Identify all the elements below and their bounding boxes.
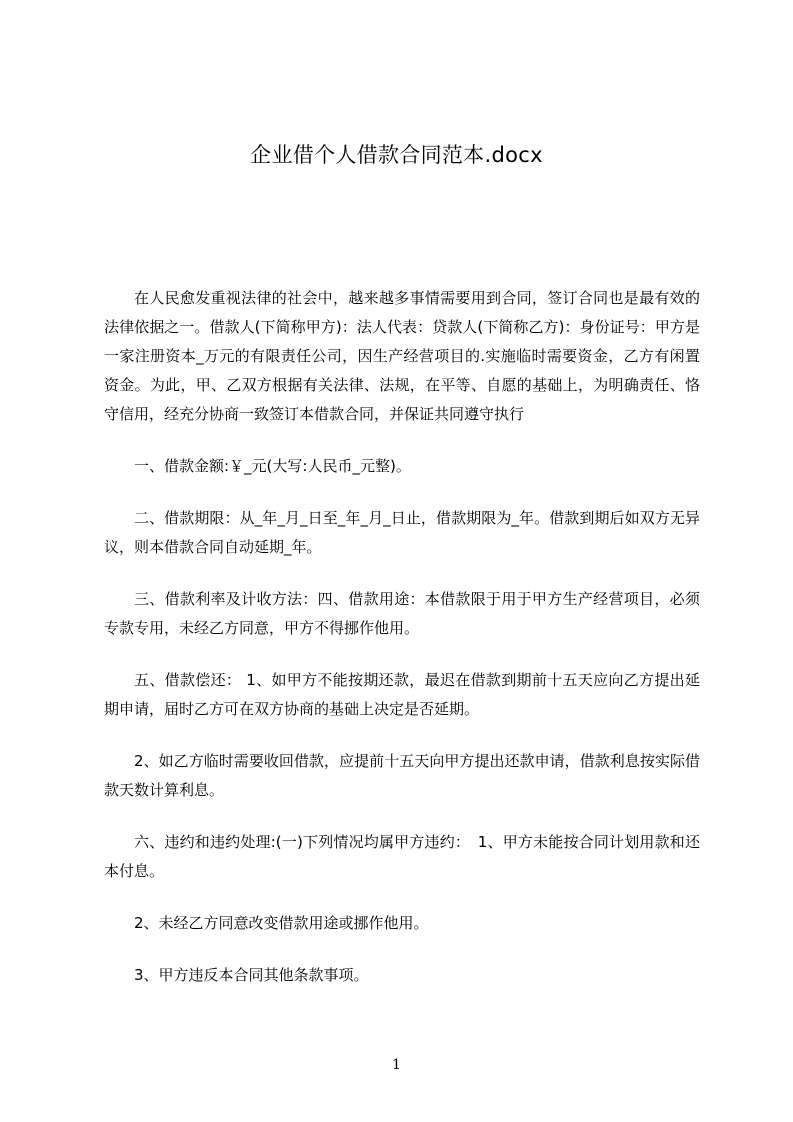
- paragraph-early-recall: 2、如乙方临时需要收回借款，应提前十五天向甲方提出还款申请，借款利息按实际借款天数计算利息。: [104, 752, 700, 799]
- page-number: 1: [392, 1057, 401, 1073]
- paragraph-loan-term: 二、借款期限：从_年_月_日至_年_月_日止，借款期限为_年。借款到期后如双方无异议，则本借款合同自动延期_年。: [104, 509, 700, 556]
- document-title: 企业借个人借款合同范本.docx: [250, 143, 543, 167]
- paragraph-breach: 六、违约和违约处理:(一)下列情况均属甲方违约： 1、甲方未能按合同计划用款和还本付息。: [104, 833, 700, 880]
- paragraph-repayment: 五、借款偿还： 1、如甲方不能按期还款，最迟在借款到期前十五天应向乙方提出延期申请，届时乙方可在双方协商的基础上决定是否延期。: [104, 671, 700, 718]
- document-body: [104, 284, 700, 1013]
- paragraph-intro: 在人民愈发重视法律的社会中，越来越多事情需要用到合同，签订合同也是最有效的法律依据之一。借款人(下简称甲方)：法人代表：贷款人(下简称乙方)：身份证号：甲方是一家注册资本_万元的有限责任公司，因生产经营项目的.实施临时需要资金，乙方有闲置资金。为此，甲、乙双方根据有关法律、法规，在平等、自愿的基础上，为明确责任、恪守信用，经充分协商一致签订本借款合同，并保证共同遵守执行: [104, 289, 700, 423]
- paragraph-breach-item-3: 3、甲方违反本合同其他条款事项。: [134, 966, 369, 984]
- paragraph-breach-item-2: 2、未经乙方同意改变借款用途或挪作他用。: [134, 914, 429, 932]
- paragraph-loan-amount: 一、借款金额:￥_元(大写:人民币_元整)。: [134, 457, 411, 475]
- paragraph-interest-and-purpose: 三、借款利率及计收方法：四、借款用途：本借款限于用于甲方生产经营项目，必须专款专用，未经乙方同意，甲方不得挪作他用。: [104, 590, 700, 637]
